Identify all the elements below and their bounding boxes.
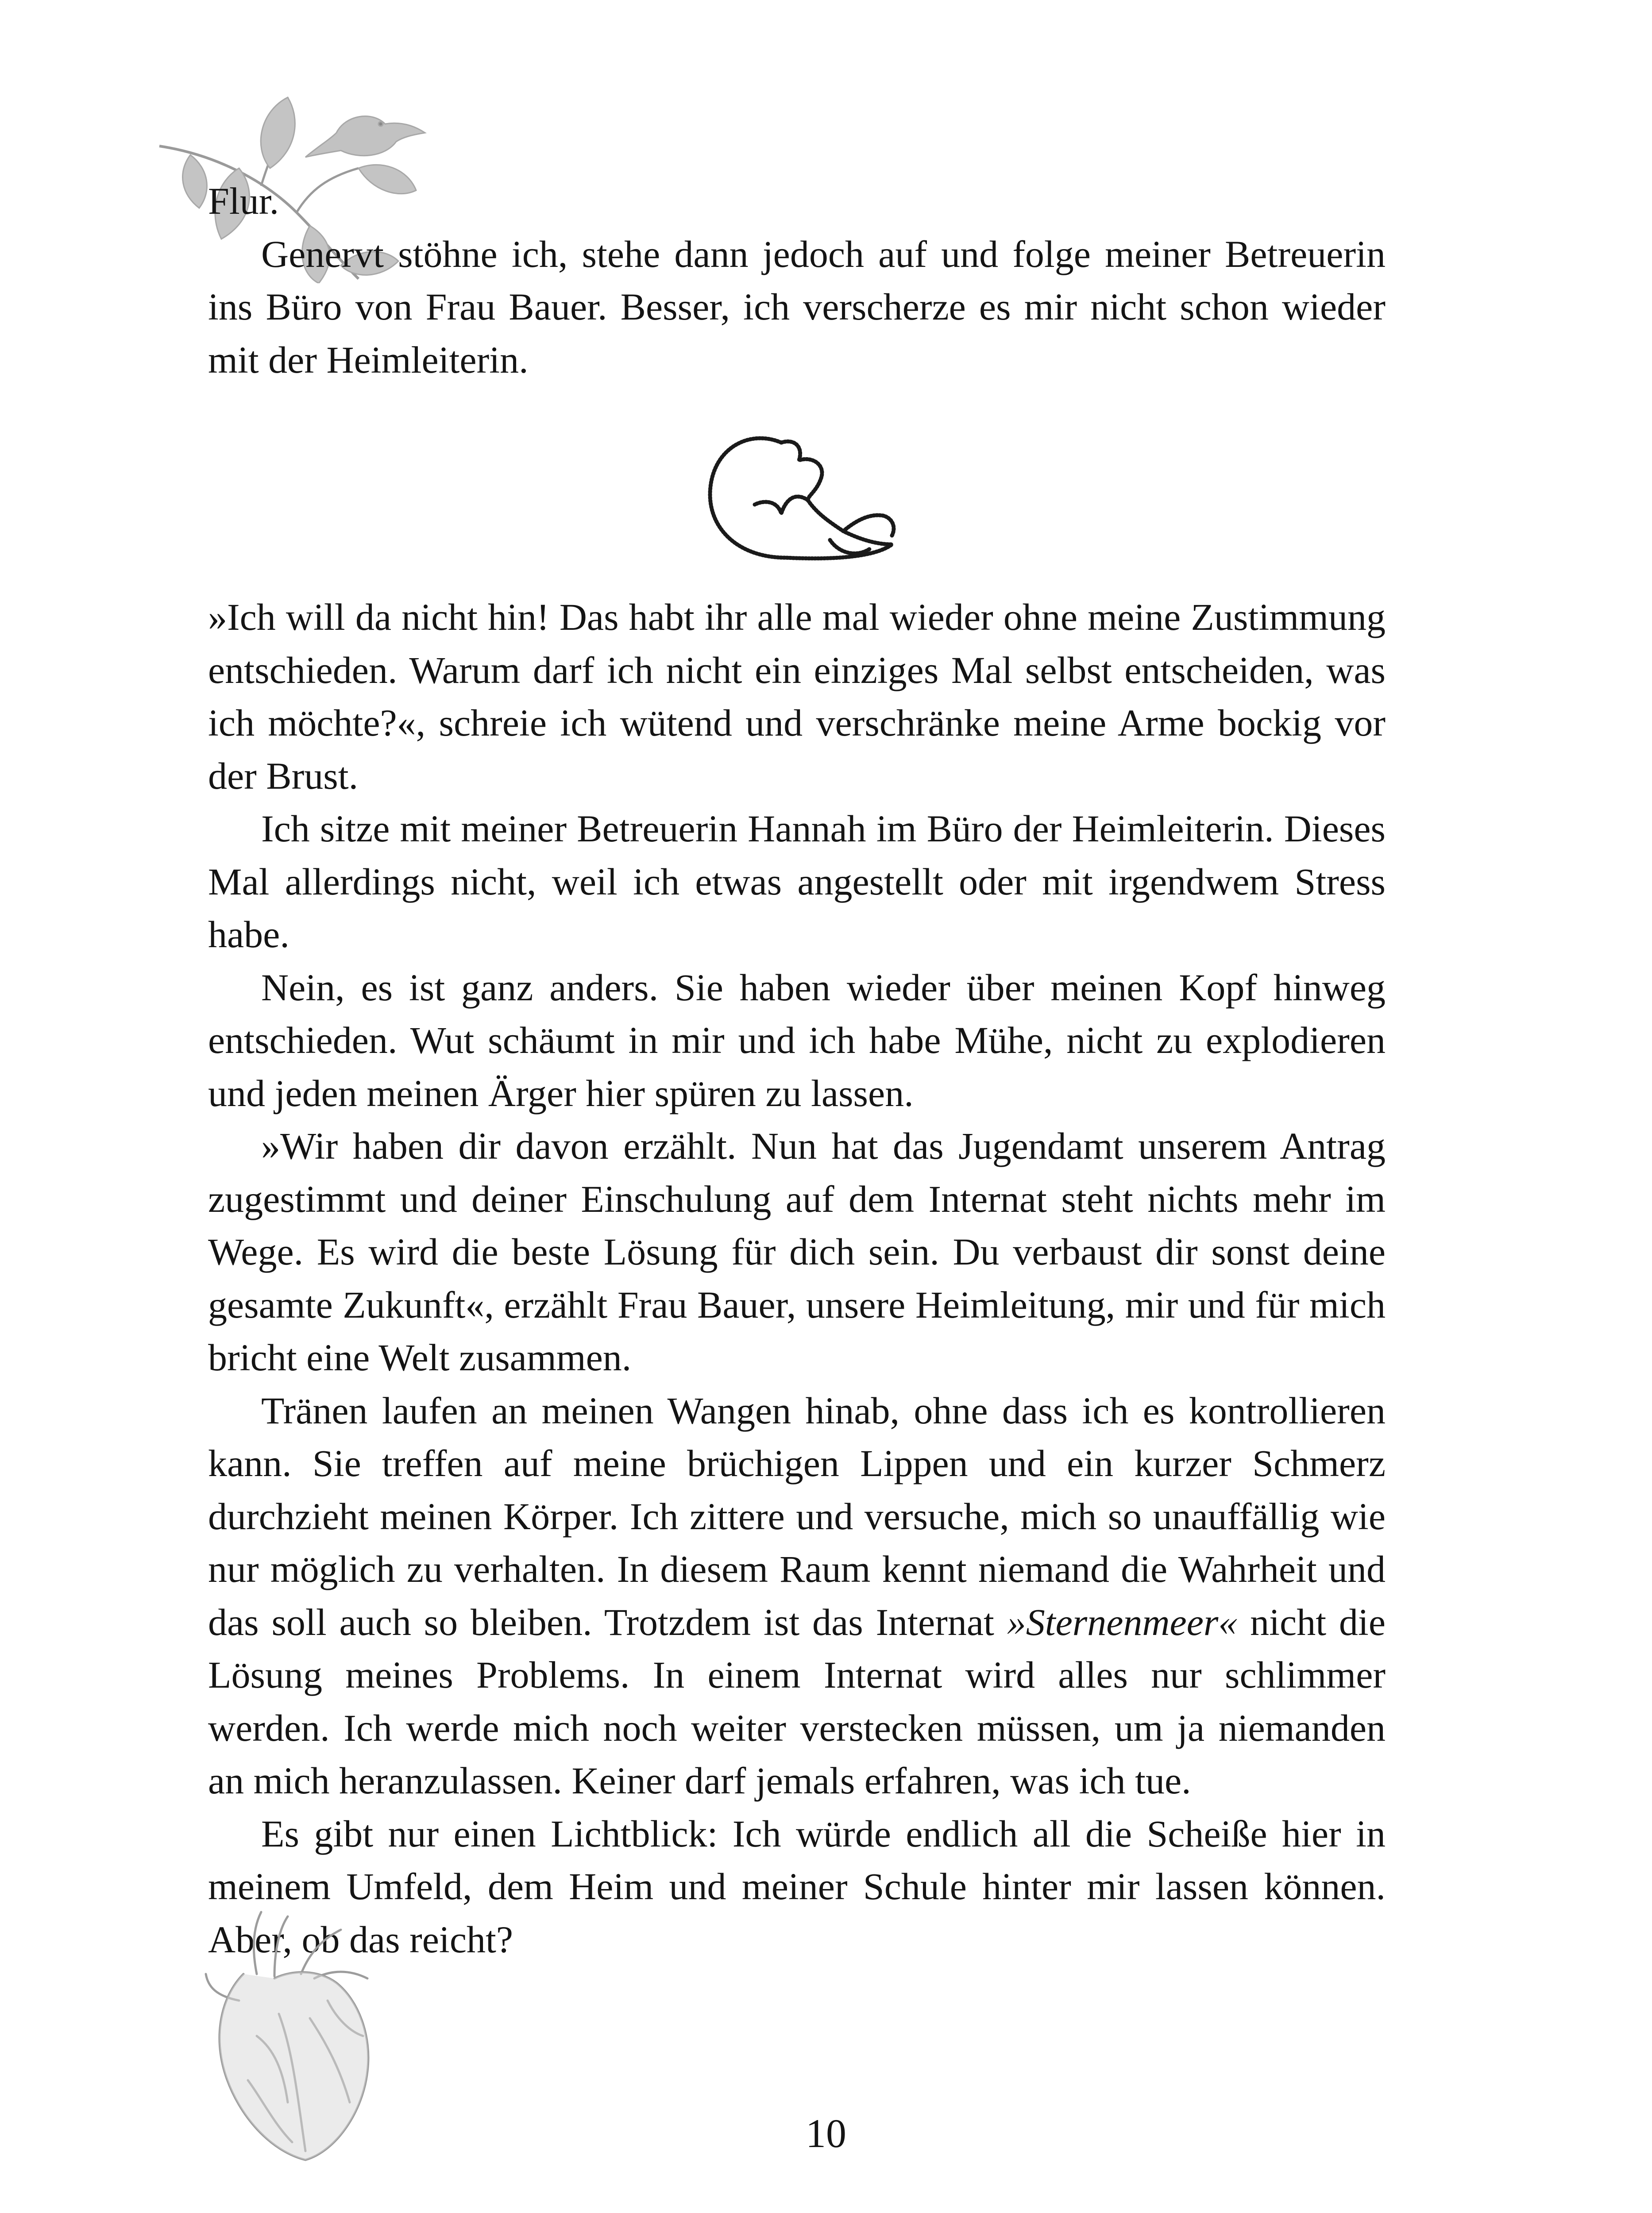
paragraph: Ich sitze mit meiner Betreuerin Hannah im Büro der Heimleiterin. Dieses Mal allerdings nicht, weil ich etwas angestellt oder mit irgendwem Stress habe.: [208, 807, 1386, 956]
paragraph: Flur.: [208, 180, 279, 222]
paragraph: Es gibt nur einen Lichtblick: Ich würde endlich all die Scheiße hier in meinem Umfeld, dem Heim und meiner Schule hinter mir lassen können. Aber, ob das reicht?: [208, 1812, 1386, 1961]
paragraph-text: Tränen laufen an meinen Wangen hinab, ohne dass ich es kontrollieren kann. Sie treffen auf meine brüchigen Lippen und ein kurzer Schmerz durchzieht meinen Körper. Ich zittere und versuche, mich so unauffällig wie nur möglich zu verhalten. In diesem Raum kennt niemand die Wahrheit und das soll auch so bleiben. Trotzdem ist das Internat: [208, 1389, 1386, 1643]
paragraph: »Ich will da nicht hin! Das habt ihr alle mal wieder ohne meine Zustimmung entschieden. Warum darf ich nicht ein einziges Mal selbst entscheiden, was ich möchte?«, schreie ich wütend und verschränke meine Arme bockig vor der Brust.: [208, 596, 1386, 797]
paragraph: [208, 1384, 1386, 1808]
curled-figure-icon: [697, 425, 905, 571]
paragraph-text: nicht die Lösung meines Problems. In einem Internat wird alles nur schlimmer werden. Ich werde mich noch weiter verstecken müssen, um ja niemanden an mich heranzulassen. Keiner darf jemals erfahren, was ich tue.: [208, 1600, 1386, 1802]
paragraph: Nein, es ist ganz anders. Sie haben wieder über meinen Kopf hinweg entschieden. Wut schäumt in mir und ich habe Mühe, nicht zu explodieren und jeden meinen Ärger hier spüren zu lassen.: [208, 966, 1386, 1114]
paragraph: Genervt stöhne ich, stehe dann jedoch auf und folge meiner Betreuerin ins Büro von Frau Bauer. Besser, ich verscherze es mir nicht schon wieder mit der Heimleiterin.: [208, 232, 1386, 381]
text-block-intro: [208, 175, 1386, 386]
text-block-main: [208, 591, 1386, 1966]
page-number: 10: [806, 2111, 846, 2156]
internat-name: »Sternenmeer«: [1007, 1600, 1238, 1643]
paragraph: »Wir haben dir davon erzählt. Nun hat das Jugendamt unserem Antrag zugestimmt und deiner Einschulung auf dem Internat steht nichts mehr im Wege. Es wird die beste Lösung für dich sein. Du verbaust dir sonst deine gesamte Zukunft«, erzählt Frau Bauer, unsere Heimleitung, mir und für mich bricht eine Welt zusammen.: [208, 1125, 1386, 1379]
